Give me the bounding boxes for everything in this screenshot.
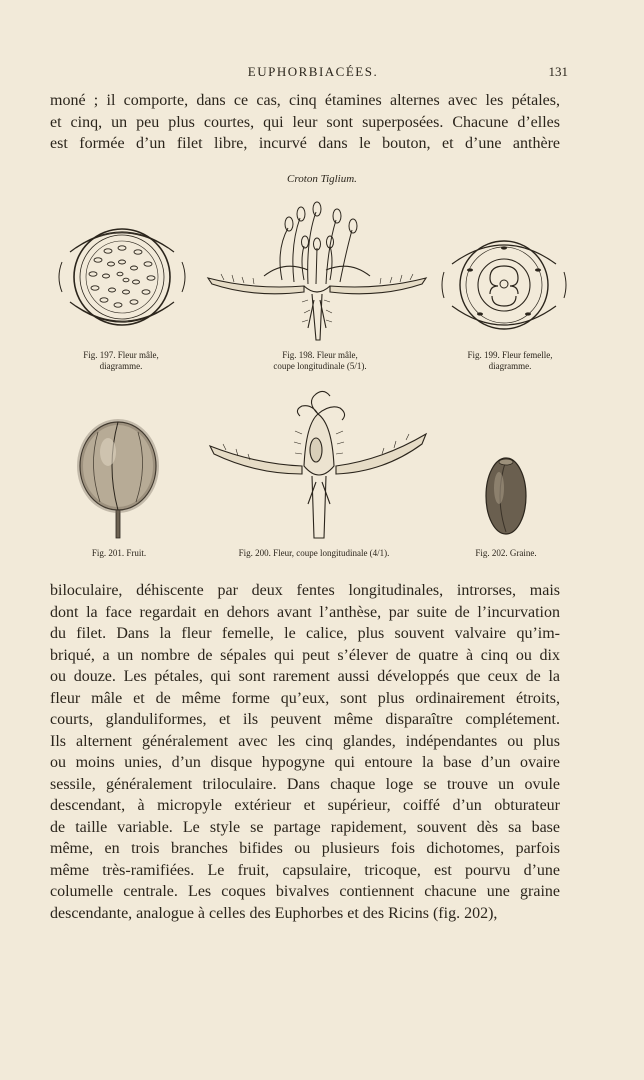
text-line: courts, glanduliformes, et ils peuvent même disparaître complétement.: [50, 711, 560, 728]
caption-fig-199: Fig. 199. Fleur femelle, diagramme.: [467, 350, 553, 371]
male-flower-section-illustration: [204, 200, 430, 348]
page-number: 131: [548, 64, 568, 79]
seed-illustration: [484, 456, 528, 536]
plate-title: Croton Tiglium.: [287, 173, 357, 185]
caption-fig-201: Fig. 201. Fruit.: [91, 548, 147, 558]
text-line: descendante, analogue à celles des Euphorbes et des Ricins (fig. 202),: [50, 904, 498, 922]
paragraph-top: [50, 90, 560, 155]
caption-fig-198: Fig. 198. Fleur mâle, coupe longitudinale (5/1).: [273, 350, 367, 371]
text-line: columelle centrale. Les coques bivalves contiennent chacune une graine: [50, 883, 560, 900]
figure-200-flower-section: [206, 384, 430, 540]
figure-201-fruit: [76, 414, 160, 540]
paragraph-main: [50, 580, 560, 924]
male-flower-diagram-illustration: [56, 212, 188, 342]
text-line: biloculaire, déhiscente par deux fentes longitudinales, introrses, mais: [50, 582, 560, 599]
text-line: et cinq, un peu plus courtes, qui leur sont superposées. Chacune d’elles: [50, 113, 560, 131]
text-line: Ils alternent généralement avec les cinq glandes, indépendantes ou plus: [50, 732, 560, 750]
text-line: briqué, a un nombre de sépales qui peut s’élever de quatre à cinq ou dix: [50, 646, 560, 664]
running-title: EUPHORBIACÉES.: [247, 64, 379, 79]
text-line: est formée d’un filet libre, incurvé dans le bouton, et d’une anthère: [50, 135, 560, 152]
text-line: descendant, à micropyle extérieur et supérieur, coiffé d’un obturateur: [50, 797, 560, 814]
text-line: fleur mâle et de même forme qu’eux, sont plus ordinairement étroits,: [50, 689, 560, 707]
figure-202-seed: [484, 456, 528, 536]
text-line: de taille variable. Le style se partage rapidement, souvent dès sa base: [50, 818, 560, 836]
text-line: même, en trois branches bifides ou plusieurs fois dichotomes, parfois: [50, 840, 560, 857]
figure-199-female-diagram: [440, 230, 568, 340]
text-line: dont la face regardait en dehors avant l’anthèse, par suite de l’incurvation: [50, 603, 560, 621]
fruit-illustration: [76, 414, 160, 540]
running-head: [58, 64, 568, 84]
text-line: sessile, généralement triloculaire. Dans chaque loge se trouve un ovule: [50, 775, 560, 793]
text-line: du filet. Dans la fleur femelle, le calice, plus souvent valvaire qu’im-: [50, 625, 560, 642]
text-line: moné ; il comporte, dans ce cas, cinq étamines alternes avec les pétales,: [50, 92, 560, 109]
text-line: ou douze. Les pétales, qui sont rarement aussi développés que ceux de la: [50, 668, 560, 685]
figure-197-male-diagram: [56, 212, 188, 342]
figure-198-male-section: [204, 200, 430, 348]
caption-fig-200: Fig. 200. Fleur, coupe longitudinale (4/1).: [238, 548, 390, 558]
text-line: même très-ramifiées. Le fruit, capsulaire, tricoque, est pourvu d’une: [50, 861, 560, 879]
caption-fig-202: Fig. 202. Graine.: [475, 548, 537, 558]
female-flower-diagram-illustration: [440, 230, 568, 340]
caption-fig-197: Fig. 197. Fleur mâle, diagramme.: [83, 350, 159, 371]
text-line: ou moins unies, d’un disque hypogyne qui entoure la base d’un ovaire: [50, 754, 560, 771]
flower-section-illustration: [206, 384, 430, 540]
